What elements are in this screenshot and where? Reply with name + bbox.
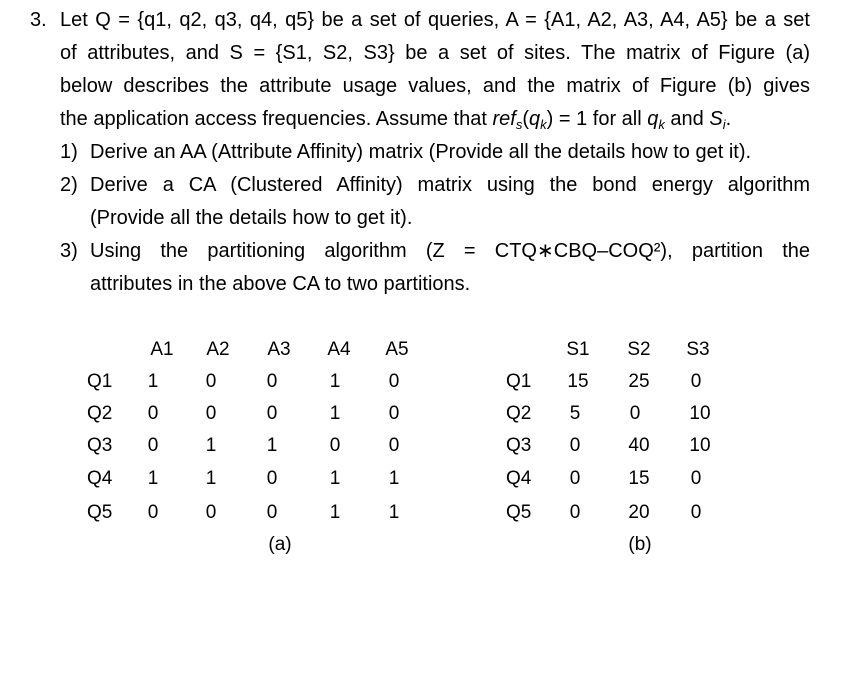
task-1-line-1: Derive an AA (Attribute Affinity) matrix (Provide all the details how to get it). xyxy=(90,141,752,163)
cell-q5-a5: 1 xyxy=(388,502,400,523)
cell-q3-a1: 0 xyxy=(147,435,159,456)
row-label-q3: Q3 xyxy=(506,435,532,456)
equals-one-text: ) = 1 for all xyxy=(546,108,642,130)
task-2-line-2: (Provide all the details how to get it). xyxy=(90,207,413,229)
cell-q2-s3: 10 xyxy=(689,403,711,424)
cell-q4-s1: 0 xyxy=(569,468,581,489)
intro-line-3: below describes the attribute usage values, and the matrix of Figure (b) gives xyxy=(60,75,810,97)
cell-q4-a1: 1 xyxy=(147,468,159,489)
cell-q5-s1: 0 xyxy=(569,502,581,523)
cell-q3-a5: 0 xyxy=(388,435,400,456)
refs-symbol: ref$_s$ xyxy=(492,108,523,132)
cell-q4-s2: 15 xyxy=(628,468,650,489)
cell-q2-s2: 0 xyxy=(629,403,641,424)
row-label-q1: Q1 xyxy=(506,371,532,392)
task-1-number: 1) xyxy=(60,141,78,163)
question-number: 3. xyxy=(30,9,47,31)
row-label-q4: Q4 xyxy=(506,468,532,489)
row-label-q5: Q5 xyxy=(87,502,113,523)
intro-line-2: of attributes, and S = {S1, S2, S3} be a set of sites. The matrix of Figure (a) xyxy=(60,42,810,64)
intro-line-4-text: the application access frequencies. Assume that xyxy=(60,108,487,130)
cell-q2-a5: 0 xyxy=(388,403,400,424)
q-k-symbol: $q_k$ xyxy=(529,108,547,132)
cell-q4-a4: 1 xyxy=(329,468,341,489)
cell-q2-a1: 0 xyxy=(147,403,159,424)
cell-q2-a4: 1 xyxy=(329,403,341,424)
cell-q2-a2: 0 xyxy=(205,403,217,424)
column-header-a4: A4 xyxy=(327,339,351,360)
cell-q3-s1: 0 xyxy=(569,435,581,456)
column-header-a3: A3 xyxy=(267,339,291,360)
cell-q3-a3: 1 xyxy=(266,435,278,456)
cell-q3-s2: 40 xyxy=(628,435,650,456)
column-header-a2: A2 xyxy=(206,339,230,360)
cell-q1-a2: 0 xyxy=(205,371,217,392)
cell-q5-a4: 1 xyxy=(329,502,341,523)
intro-line-1: Let Q = {q1, q2, q3, q4, q5} be a set of queries, A = {A1, A2, A3, A4, A5} be a set xyxy=(60,9,810,31)
cell-q5-s3: 0 xyxy=(690,502,702,523)
cell-q3-s3: 10 xyxy=(689,435,711,456)
task-3-line-1: Using the partitioning algorithm (Z = CTQ∗CBQ–COQ²), partition the xyxy=(90,240,810,262)
cell-q5-a2: 0 xyxy=(205,502,217,523)
cell-q1-a3: 0 xyxy=(266,371,278,392)
cell-q4-s3: 0 xyxy=(690,468,702,489)
intro-line-4: the application access frequencies. Assume that $ref_s(q_k) = 1$ for all $q_k$ and $S_i$. xyxy=(60,108,732,132)
and-text: and xyxy=(670,108,704,130)
cell-q1-s3: 0 xyxy=(690,371,702,392)
row-label-q3: Q3 xyxy=(87,435,113,456)
column-header-a1: A1 xyxy=(150,339,174,360)
q-k-symbol-2: $q_k$ xyxy=(647,108,665,132)
cell-q4-a3: 0 xyxy=(266,468,278,489)
row-label-q2: Q2 xyxy=(506,403,532,424)
figure-a-caption: (a) xyxy=(268,534,292,555)
cell-q4-a5: 1 xyxy=(388,468,400,489)
cell-q1-s1: 15 xyxy=(567,371,589,392)
column-header-s3: S3 xyxy=(686,339,710,360)
task-3-number: 3) xyxy=(60,240,78,262)
cell-q1-a1: 1 xyxy=(147,371,159,392)
s-i-symbol: $S_i$ xyxy=(709,108,726,132)
figure-b-caption: (b) xyxy=(628,534,652,555)
cell-q1-a5: 0 xyxy=(388,371,400,392)
cell-q2-s1: 5 xyxy=(569,403,581,424)
row-label-q5: Q5 xyxy=(506,502,532,523)
task-2-number: 2) xyxy=(60,174,78,196)
cell-q3-a4: 0 xyxy=(329,435,341,456)
row-label-q1: Q1 xyxy=(87,371,113,392)
cell-q5-s2: 20 xyxy=(628,502,650,523)
cell-q3-a2: 1 xyxy=(205,435,217,456)
cell-q2-a3: 0 xyxy=(266,403,278,424)
cell-q4-a2: 1 xyxy=(205,468,217,489)
column-header-s1: S1 xyxy=(566,339,590,360)
cell-q1-s2: 25 xyxy=(628,371,650,392)
cell-q1-a4: 1 xyxy=(329,371,341,392)
column-header-a5: A5 xyxy=(385,339,409,360)
row-label-q4: Q4 xyxy=(87,468,113,489)
row-label-q2: Q2 xyxy=(87,403,113,424)
task-2-line-1: Derive a CA (Clustered Affinity) matrix using the bond energy algorithm xyxy=(90,174,810,196)
task-3-line-2: attributes in the above CA to two partitions. xyxy=(90,273,471,295)
column-header-s2: S2 xyxy=(627,339,651,360)
cell-q5-a3: 0 xyxy=(266,502,278,523)
cell-q5-a1: 0 xyxy=(147,502,159,523)
